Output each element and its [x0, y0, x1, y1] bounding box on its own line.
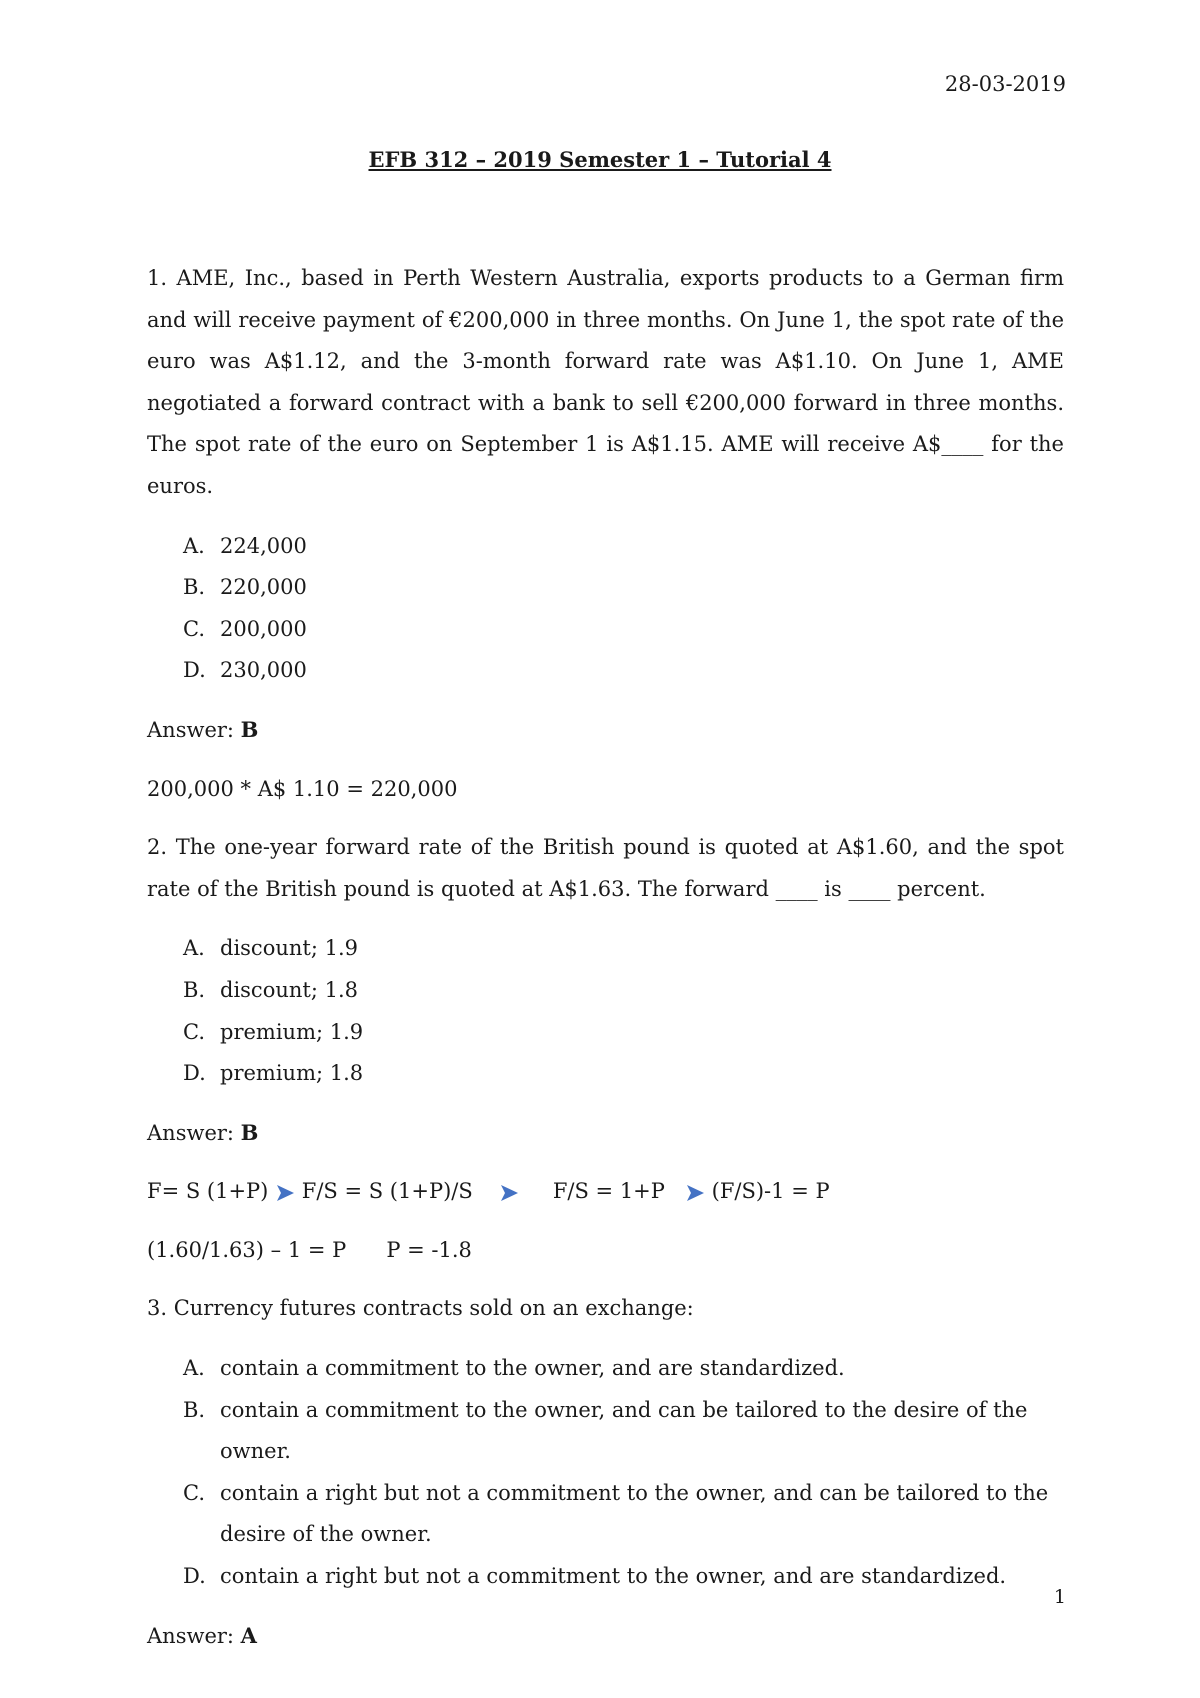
option-letter: B.: [183, 977, 206, 1002]
option-text: contain a right but not a commitment to the owner, and are standardized.: [220, 1564, 1007, 1589]
answer-label: Answer:: [147, 717, 241, 742]
option-letter: C.: [183, 1019, 205, 1044]
question-1-answer: [147, 709, 1064, 752]
question-2-options: [147, 928, 1064, 1094]
arrow-shape: [501, 1185, 518, 1201]
option-letter: C.: [183, 1480, 205, 1505]
question-3-option-a: [147, 1348, 1064, 1390]
answer-label: Answer:: [147, 1623, 241, 1648]
option-letter: A.: [183, 936, 205, 961]
option-text: contain a right but not a commitment to the owner, and can be tailored to the desire of the owner.: [220, 1480, 1049, 1547]
question-3-option-d: [147, 1556, 1064, 1598]
option-text: 230,000: [220, 658, 307, 683]
question-3-answer: [147, 1615, 1064, 1658]
question-2-working: [147, 1230, 1064, 1272]
question-2-option-d: [147, 1053, 1064, 1095]
question-1-option-c: [147, 609, 1064, 651]
question-3-options: [147, 1348, 1064, 1598]
working-equation: (1.60/1.63) – 1 = P: [147, 1237, 347, 1262]
question-1-options: [147, 526, 1064, 692]
formula-step-2: F/S = S (1+P)/S: [301, 1179, 473, 1204]
option-letter: D.: [183, 1564, 206, 1589]
question-1-working: 200,000 * A$ 1.10 = 220,000: [147, 776, 458, 801]
option-letter: A.: [183, 533, 205, 558]
document-date: 28-03-2019: [944, 72, 1066, 96]
option-text: premium; 1.9: [220, 1019, 364, 1044]
option-text: 224,000: [220, 533, 307, 558]
question-3-option-c: [147, 1473, 1064, 1556]
option-text: 200,000: [220, 616, 307, 641]
question-1-option-b: [147, 567, 1064, 609]
question-2-answer: [147, 1112, 1064, 1155]
arrow-right-icon: [275, 1184, 295, 1202]
option-text: contain a commitment to the owner, and are standardized.: [220, 1356, 845, 1381]
document-body: [147, 258, 1064, 1674]
option-text: discount; 1.8: [220, 977, 358, 1002]
question-2-formula: [147, 1171, 1064, 1213]
formula-step-1: F= S (1+P): [147, 1179, 269, 1204]
option-letter: D.: [183, 658, 206, 683]
option-letter: D.: [183, 1061, 206, 1086]
question-2-option-c: [147, 1012, 1064, 1054]
answer-label: Answer:: [147, 1120, 241, 1145]
answer-value: B: [240, 716, 259, 742]
question-2-option-b: [147, 970, 1064, 1012]
option-letter: B.: [183, 1397, 206, 1422]
option-letter: B.: [183, 575, 206, 600]
question-2-text: 2. The one-year forward rate of the British pound is quoted at A$1.60, and the spot rate of the British pound is quoted at A$1.63. The forward ____ is ____ percent.: [147, 835, 1064, 901]
option-text: 220,000: [220, 575, 307, 600]
formula-step-4: (F/S)-1 = P: [711, 1179, 830, 1204]
page-number: 1: [1053, 1586, 1066, 1608]
option-text: contain a commitment to the owner, and can be tailored to the desire of the owner.: [220, 1397, 1028, 1464]
formula-step-3: F/S = 1+P: [552, 1179, 665, 1204]
question-1-option-a: [147, 526, 1064, 568]
option-text: premium; 1.8: [220, 1061, 364, 1086]
arrow-shape: [687, 1185, 704, 1201]
question-3-option-b: [147, 1390, 1064, 1473]
working-result: P = -1.8: [386, 1237, 472, 1262]
document-title: EFB 312 – 2019 Semester 1 – Tutorial 4: [368, 147, 832, 172]
option-text: discount; 1.9: [220, 936, 358, 961]
question-3-text: 3. Currency futures contracts sold on an exchange:: [147, 1296, 694, 1321]
arrow-shape: [277, 1185, 294, 1201]
question-1-option-d: [147, 650, 1064, 692]
answer-value: B: [240, 1119, 259, 1145]
option-letter: C.: [183, 616, 205, 641]
arrow-right-icon: [685, 1184, 705, 1202]
answer-value: A: [240, 1622, 257, 1648]
question-1-text: 1. AME, Inc., based in Perth Western Australia, exports products to a German firm and will receive payment of €200,000 in three months. On June 1, the spot rate of the euro was A$1.12, and the 3-month forward rate was A$1.10. On June 1, AME negotiated a forward contract with a bank to sell €200,000 forward in three months. The spot rate of the euro on September 1 is A$1.15. AME will receive A$____ for the euros.: [147, 266, 1064, 498]
question-2-option-a: [147, 928, 1064, 970]
option-letter: A.: [183, 1356, 205, 1381]
arrow-right-icon: [499, 1184, 519, 1202]
